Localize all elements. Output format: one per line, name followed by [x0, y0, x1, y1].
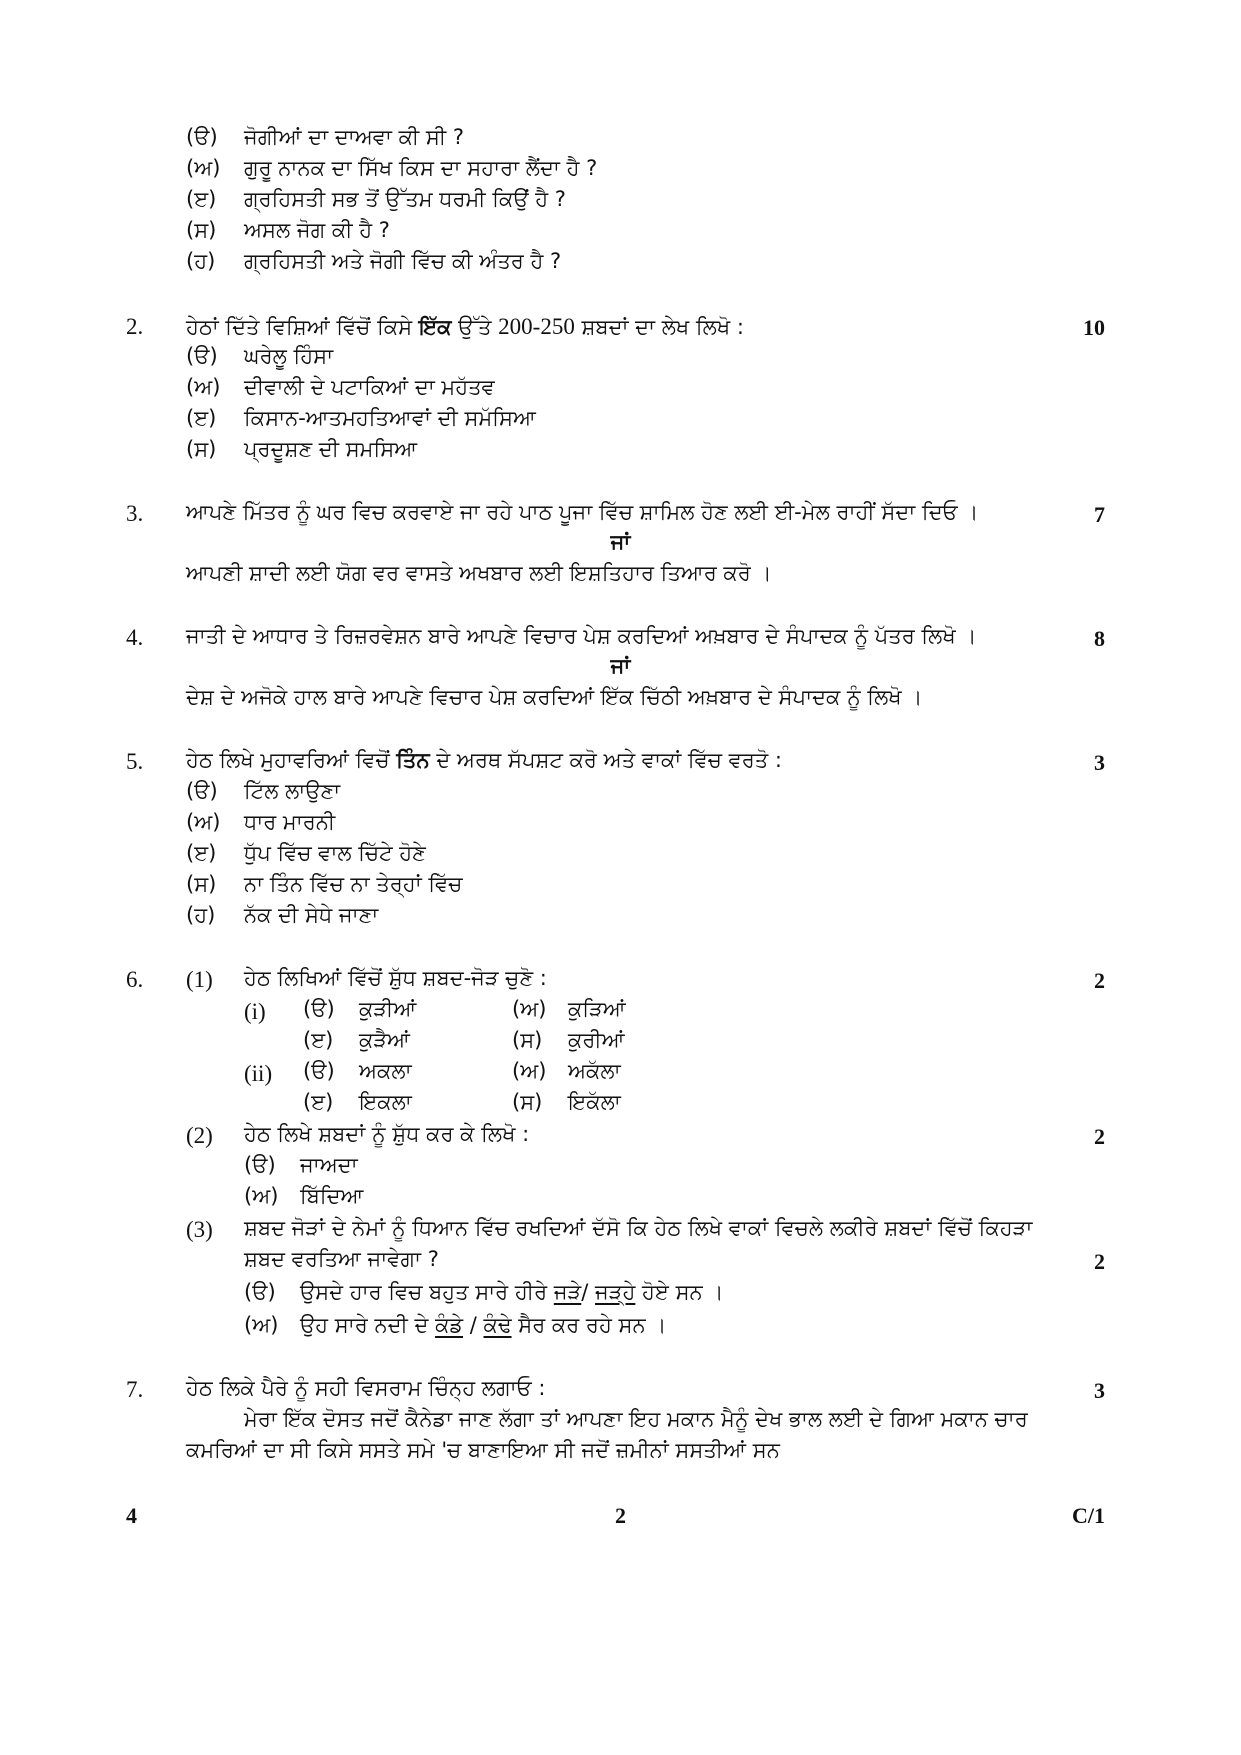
- q6-part1-ii-label: (ii): [244, 1061, 273, 1086]
- q6-part1-text: ਹੇਠ ਲਿਖਿਆਂ ਵਿੱਚੋਂ ਸ਼ੁੱਧ ਸ਼ਬਦ-ਜੋੜ ਚੁਣੋ :: [244, 966, 547, 990]
- q6-ii-option-c: (ੲ) ਇਕਲਾ: [303, 1090, 412, 1114]
- q6-part3-sentence-a: (ੳ) ਉਸਦੇ ਹਾਰ ਵਿਚ ਬਹੁਤ ਸਾਰੇ ਹੀਰੇ ਜੜੇ/ ਜੜ੍ਹੇ ਹੋਏ ਸਨ ।: [244, 1280, 724, 1304]
- q5-option-a: (ੳ) ਟਿੱਲ ਲਾਉਣਾ: [186, 779, 341, 803]
- q5-option-e: (ਹ) ਨੱਕ ਦੀ ਸੇਧੇ ਜਾਣਾ: [186, 903, 379, 927]
- q5-number: 5.: [126, 749, 144, 774]
- q6-part1-i-label: (i): [244, 999, 266, 1024]
- q6-ii-option-b: (ਅ) ਅਕੱਲਾ: [512, 1059, 621, 1083]
- q3-alternative: ਆਪਣੀ ਸ਼ਾਦੀ ਲਈ ਯੋਗ ਵਰ ਵਾਸਤੇ ਅਖਬਾਰ ਲਈ ਇਸ਼ਤਿਹਾਰ ਤਿਆਰ ਕਰੋ ।: [186, 561, 772, 585]
- q5-option-d: (ਸ) ਨਾ ਤਿੰਨ ਵਿੱਚ ਨਾ ਤੇਰ੍ਹਾਂ ਵਿੱਚ: [186, 872, 463, 896]
- q2-marks: 10: [1083, 315, 1105, 340]
- q6-part3-marks: 2: [1094, 1249, 1105, 1274]
- q6-part3-text-line2: ਸ਼ਬਦ ਵਰਤਿਆ ਜਾਵੇਗਾ ?: [244, 1247, 439, 1271]
- q5-option-c: (ੲ) ਧੁੱਪ ਵਿੱਚ ਵਾਲ ਚਿੱਟੇ ਹੋਣੇ: [186, 841, 426, 865]
- q4-number: 4.: [126, 625, 144, 650]
- q3-text: ਆਪਣੇ ਮਿੱਤਰ ਨੂੰ ਘਰ ਵਿਚ ਕਰਵਾਏ ਜਾ ਰਹੇ ਪਾਠ ਪੂਜਾ ਵਿੱਚ ਸ਼ਾਮਿਲ ਹੋਣ ਲਈ ਈ-ਮੇਲ ਰਾਹੀਂ ਸੱਦਾ ਦਿਓ ।: [186, 500, 979, 524]
- q6-i-option-c: (ੲ) ਕੁੜੈਆਂ: [303, 1028, 410, 1052]
- q6-part1-marks: 2: [1094, 968, 1105, 993]
- q6-i-option-d: (ਸ) ਕੁਰੀਆਂ: [512, 1028, 625, 1052]
- q4-marks: 8: [1094, 626, 1105, 651]
- q6-part2-item-a: (ੳ) ਜਾਅਦਾ: [244, 1153, 358, 1177]
- q6-part3-number: (3): [186, 1217, 213, 1242]
- q6-part2-number: (2): [186, 1123, 213, 1148]
- q2-text: ਹੇਠਾਂ ਦਿੱਤੇ ਵਿਸ਼ਿਆਂ ਵਿੱਚੋਂ ਕਿਸੇ ਇੱਕ ਉੱਤੇ 200-250 ਸ਼ਬਦਾਂ ਦਾ ਲੇਖ ਲਿਖੋ :: [186, 314, 744, 339]
- q7-number: 7.: [126, 1377, 144, 1402]
- q2-number: 2.: [126, 314, 144, 339]
- q4-text: ਜਾਤੀ ਦੇ ਆਧਾਰ ਤੇ ਰਿਜ਼ਰਵੇਸ਼ਨ ਬਾਰੇ ਆਪਣੇ ਵਿਚਾਰ ਪੇਸ਼ ਕਰਦਿਆਂ ਅਖ਼ਬਾਰ ਦੇ ਸੰਪਾਦਕ ਨੂੰ ਪੱਤਰ ਲਿਖੋ ।: [186, 624, 977, 648]
- q4-alternative: ਦੇਸ਼ ਦੇ ਅਜੋਕੇ ਹਾਲ ਬਾਰੇ ਆਪਣੇ ਵਿਚਾਰ ਪੇਸ਼ ਕਰਦਿਆਂ ਇੱਕ ਚਿੱਠੀ ਅਖ਼ਬਾਰ ਦੇ ਸੰਪਾਦਕ ਨੂੰ ਲਿਖੋ ।: [186, 685, 923, 709]
- footer-right: C/1: [1072, 1503, 1105, 1528]
- q7-paragraph-line1: ਮੇਰਾ ਇੱਕ ਦੋਸਤ ਜਦੋਂ ਕੈਨੇਡਾ ਜਾਣ ਲੱਗਾ ਤਾਂ ਆਪਣਾ ਇਹ ਮਕਾਨ ਮੈਨੂੰ ਦੇਖ ਭਾਲ ਲਈ ਦੇ ਗਿਆ ਮਕਾਨ ਚਾਰ: [244, 1407, 1028, 1431]
- q1-part-e: (ਹ) ਗ੍ਰਹਿਸਤੀ ਅਤੇ ਜੋਗੀ ਵਿੱਚ ਕੀ ਅੰਤਰ ਹੈ ?: [186, 249, 562, 273]
- q3-number: 3.: [126, 501, 144, 526]
- q4-or: ਜਾਂ: [610, 654, 631, 678]
- q2-option-d: (ਸ) ਪ੍ਰਦੂਸ਼ਣ ਦੀ ਸਮਸਿਆ: [186, 437, 418, 461]
- q1-part-d: (ਸ) ਅਸਲ ਜੋਗ ਕੀ ਹੈ ?: [186, 218, 390, 242]
- q6-number: 6.: [126, 967, 144, 992]
- q6-part2-marks: 2: [1094, 1124, 1105, 1149]
- q1-part-b: (ਅ) ਗੁਰੂ ਨਾਨਕ ਦਾ ਸਿੱਖ ਕਿਸ ਦਾ ਸਹਾਰਾ ਲੈਂਦਾ ਹੈ ?: [186, 156, 598, 180]
- q6-ii-option-d: (ਸ) ਇਕੱਲਾ: [512, 1090, 621, 1114]
- footer-left: 4: [126, 1503, 137, 1528]
- q6-part1-number: (1): [186, 967, 213, 992]
- q7-paragraph-line2: ਕਮਰਿਆਂ ਦਾ ਸੀ ਕਿਸੇ ਸਸਤੇ ਸਮੇ 'ਚ ਬਾਣਾਇਆ ਸੀ ਜਦੋਂ ਜ਼ਮੀਨਾਂ ਸਸਤੀਆਂ ਸਨ: [186, 1438, 780, 1462]
- q1-part-a: (ੳ) ਜੋਗੀਆਂ ਦਾ ਦਾਅਵਾ ਕੀ ਸੀ ?: [186, 125, 465, 149]
- q6-i-option-b: (ਅ) ਕੁੜਿਆਂ: [512, 997, 626, 1021]
- q6-part2-text: ਹੇਠ ਲਿਖੇ ਸ਼ਬਦਾਂ ਨੂੰ ਸ਼ੁੱਧ ਕਰ ਕੇ ਲਿਖੋ :: [244, 1122, 530, 1146]
- q5-option-b: (ਅ) ਧਾਰ ਮਾਰਨੀ: [186, 810, 336, 834]
- q2-option-b: (ਅ) ਦੀਵਾਲੀ ਦੇ ਪਟਾਕਿਆਂ ਦਾ ਮਹੱਤਵ: [186, 375, 495, 399]
- q3-marks: 7: [1094, 502, 1105, 527]
- q3-or: ਜਾਂ: [610, 530, 631, 554]
- q6-ii-option-a: (ੳ) ਅਕਲਾ: [303, 1059, 412, 1083]
- q1-part-c: (ੲ) ਗ੍ਰਹਿਸਤੀ ਸਭ ਤੋਂ ਉੱਤਮ ਧਰਮੀ ਕਿਉਂ ਹੈ ?: [186, 187, 566, 211]
- footer-page-number: 2: [615, 1503, 626, 1528]
- q5-marks: 3: [1094, 750, 1105, 775]
- q2-option-c: (ੲ) ਕਿਸਾਨ-ਆਤਮਹਤਿਆਵਾਂ ਦੀ ਸਮੱਸਿਆ: [186, 406, 536, 430]
- q7-marks: 3: [1094, 1378, 1105, 1403]
- q5-text: ਹੇਠ ਲਿਖੇ ਮੁਹਾਵਰਿਆਂ ਵਿਚੋਂ ਤਿੰਨ ਦੇ ਅਰਥ ਸੱਪਸ਼ਟ ਕਰੋ ਅਤੇ ਵਾਕਾਂ ਵਿੱਚ ਵਰਤੋ :: [186, 748, 782, 772]
- q6-part2-item-b: (ਅ) ਬਿੱਦਿਆ: [244, 1184, 364, 1208]
- q7-text: ਹੇਠ ਲਿਕੇ ਪੈਰੇ ਨੂੰ ਸਹੀ ਵਿਸਰਾਮ ਚਿੰਨ੍ਹ ਲਗਾਓ :: [186, 1376, 546, 1400]
- q6-part3-sentence-b: (ਅ) ਉਹ ਸਾਰੇ ਨਦੀ ਦੇ ਕੰਡੇ / ਕੰਢੇ ਸੈਰ ਕਰ ਰਹੇ ਸਨ ।: [244, 1313, 667, 1337]
- q2-option-a: (ੳ) ਘਰੇਲੂ ਹਿੰਸਾ: [186, 344, 334, 368]
- q6-i-option-a: (ੳ) ਕੁੜੀਆਂ: [303, 997, 417, 1021]
- q6-part3-text-line1: ਸ਼ਬਦ ਜੋੜਾਂ ਦੇ ਨੇਮਾਂ ਨੂੰ ਧਿਆਨ ਵਿੱਚ ਰਖਦਿਆਂ ਦੱਸੋ ਕਿ ਹੇਠ ਲਿਖੇ ਵਾਕਾਂ ਵਿਚਲੇ ਲਕੀਰੇ ਸ਼ਬਦਾਂ ਵਿੱਚੋਂ ਕਿਹੜਾ: [244, 1216, 1033, 1240]
